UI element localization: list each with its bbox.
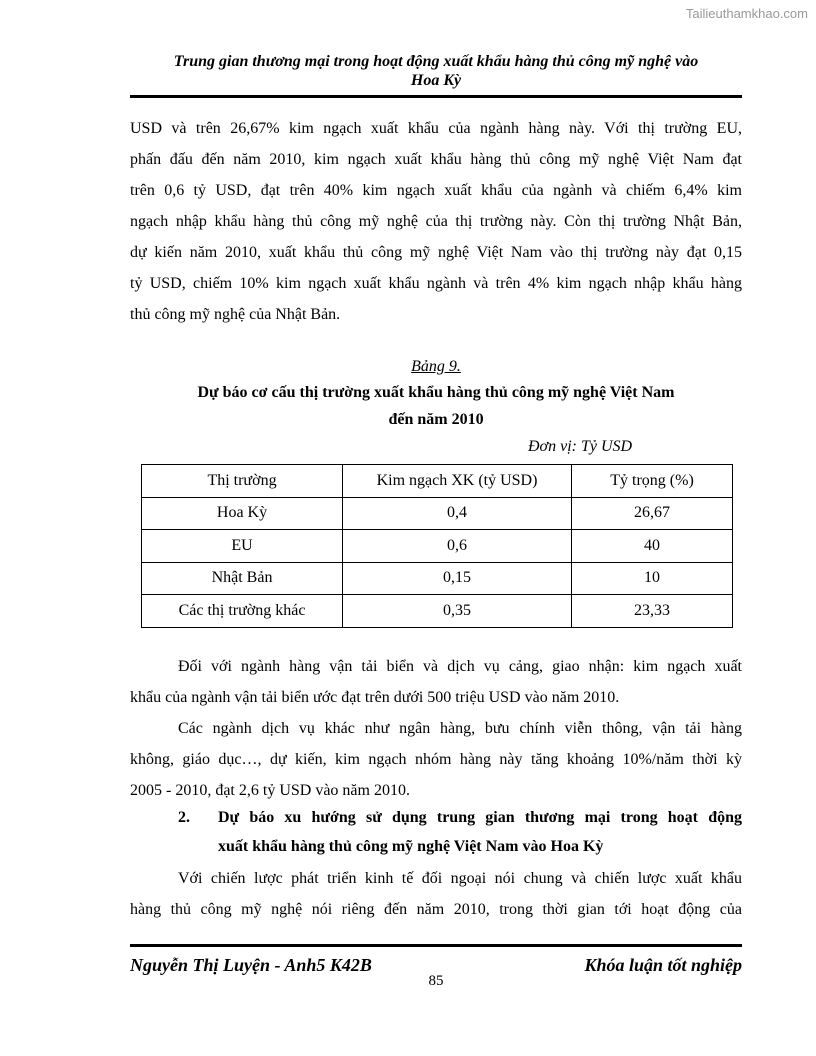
table-title-1: Dự báo cơ cấu thị trường xuất khẩu hàng thủ công mỹ nghệ Việt Nam: [197, 384, 675, 401]
market-forecast-table: [141, 464, 733, 628]
section-number: 2.: [178, 809, 190, 826]
cell: 0,35: [343, 595, 572, 628]
table-caption: Bảng 9.: [411, 358, 461, 375]
footer-author: Nguyễn Thị Luyện - Anh5 K42B: [130, 955, 372, 975]
cell: 0,4: [343, 497, 572, 530]
text-line: Các ngành dịch vụ khác như ngân hàng, bưu chính viễn thông, vận tải hàng: [178, 720, 742, 737]
text-line: trên 0,6 tỷ USD, đạt trên 40% kim ngạch xuất khẩu của ngành và chiếm 6,4% kim: [130, 182, 742, 199]
section-heading: [130, 808, 742, 858]
table-row: [142, 497, 733, 530]
cell: 10: [572, 562, 733, 595]
header-rule: [130, 95, 742, 98]
text-line: Đối với ngành hàng vận tải biển và dịch vụ cảng, giao nhận: kim ngạch xuất: [178, 658, 742, 675]
text-line: không, giáo dục…, dự kiến, kim ngạch nhóm hàng này tăng khoảng 10%/năm thời kỳ: [130, 751, 742, 768]
text-line: 2005 - 2010, đạt 2,6 tỷ USD vào năm 2010.: [130, 782, 410, 799]
section-title-1: Dự báo xu hướng sử dụng trung gian thương mại trong hoạt động: [218, 809, 742, 826]
table-row: [142, 562, 733, 595]
header-line-1: Trung gian thương mại trong hoạt động xuất khẩu hàng thủ công mỹ nghệ vào: [173, 53, 699, 70]
table-caption-wrap: [130, 357, 742, 377]
header-cell: Thị trường: [142, 465, 343, 498]
text-line: tỷ USD, chiếm 10% kim ngạch xuất khẩu ngành và trên 4% kim ngạch nhập khẩu hàng: [130, 275, 742, 292]
cell: Nhật Bản: [142, 562, 343, 595]
table-row: [142, 530, 733, 563]
text-line: ngạch nhập khẩu hàng thủ công mỹ nghệ của thị trường này. Còn thị trường Nhật Bản,: [130, 213, 742, 230]
footer-doc-type: Khóa luận tốt nghiệp: [584, 955, 742, 975]
cell: 0,6: [343, 530, 572, 563]
cell: Hoa Kỳ: [142, 497, 343, 530]
cell: Các thị trường khác: [142, 595, 343, 628]
table-unit: Đơn vị: Tỷ USD: [528, 438, 633, 455]
page-number: 85: [428, 973, 444, 989]
text-line: Với chiến lược phát triển kinh tế đối ngoại nói chung và chiến lược xuất khẩu: [178, 870, 742, 887]
header-line-2: Hoa Kỳ: [410, 72, 462, 89]
text-line: hàng thủ công mỹ nghệ nói riêng đến năm 2010, trong thời gian tới hoạt động của: [130, 901, 742, 918]
cell: 23,33: [572, 595, 733, 628]
footer-rule: [130, 944, 742, 947]
watermark: Tailieuthamkhao.com: [685, 6, 808, 21]
cell: 40: [572, 530, 733, 563]
section-title-2: xuất khẩu hàng thủ công mỹ nghệ Việt Nam vào Hoa Kỳ: [218, 838, 604, 855]
table-header-row: [142, 465, 733, 498]
cell: 26,67: [572, 497, 733, 530]
text-line: khẩu của ngành vận tải biển ước đạt trên dưới 500 triệu USD vào năm 2010.: [130, 689, 620, 706]
header-cell: Kim ngạch XK (tỷ USD): [343, 465, 572, 498]
running-header: [130, 52, 742, 90]
table-row: [142, 595, 733, 628]
cell: EU: [142, 530, 343, 563]
text-line: USD và trên 26,67% kim ngạch xuất khẩu của ngành hàng này. Với thị trường EU,: [130, 120, 742, 137]
text-line: dự kiến năm 2010, xuất khẩu thủ công mỹ nghệ Việt Nam vào thị trường này đạt 0,15: [130, 244, 742, 261]
cell: 0,15: [343, 562, 572, 595]
table-title-2: đến năm 2010: [388, 411, 484, 428]
header-cell: Tỷ trọng (%): [572, 465, 733, 498]
text-line: thủ công mỹ nghệ của Nhật Bản.: [130, 306, 341, 323]
text-line: phấn đấu đến năm 2010, kim ngạch xuất khẩu hàng thủ công mỹ nghệ Việt Nam đạt: [130, 151, 742, 168]
